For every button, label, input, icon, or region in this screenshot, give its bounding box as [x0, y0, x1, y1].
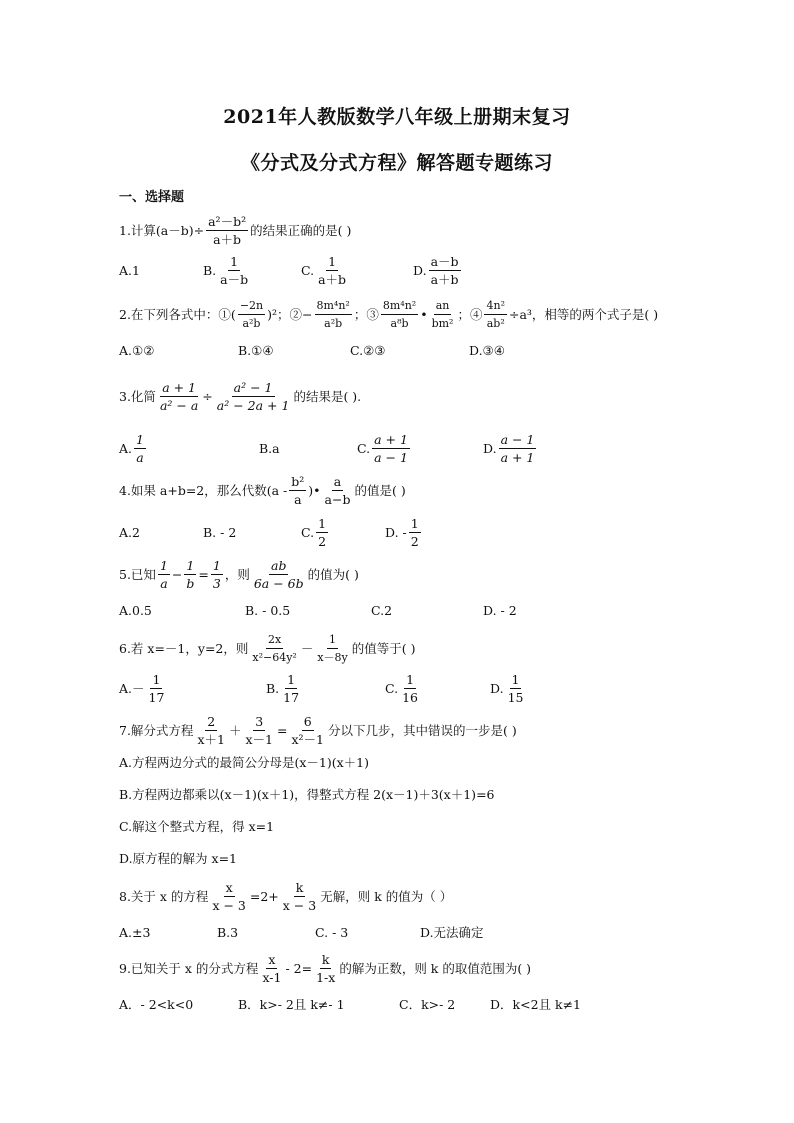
- q3-option-b: B.a: [259, 440, 280, 456]
- q8-option-a: A.±3: [119, 924, 151, 940]
- q6-fraction-1: $\frac{2x}{\text{x²−64y²}}$: [252, 632, 297, 664]
- q9-option-b: B．k>- 2且 k≠- 1: [238, 997, 345, 1012]
- q5-fraction-2: $\frac{1}{b}$: [186, 557, 195, 591]
- q2-option-a: A.①②: [119, 342, 155, 358]
- q4-suffix: 的值是( ): [354, 483, 406, 498]
- q9-option-a: A．- 2<k<0: [119, 997, 194, 1012]
- section-heading: 一、选择题: [119, 190, 185, 205]
- q2-fraction-3: $\frac{\text{8m⁴n²}}{\text{a⁸b}}$: [382, 298, 417, 330]
- q1-option-d: D. $\frac{a-b}{a+b}$: [413, 253, 459, 287]
- q2-suffix: ÷a³，相等的两个式子是( ): [508, 307, 659, 322]
- q7-suffix: 分以下几步，其中错误的一步是( ): [327, 723, 517, 738]
- q8-option-d: D.无法确定: [420, 925, 484, 940]
- q3-option-c: C. $\frac{a + 1}{a - 1}$: [357, 431, 408, 465]
- q5-option-d: D. - 2: [483, 602, 517, 618]
- q4-option-b: B. - 2: [203, 524, 237, 540]
- q8-prefix: 8.关于 x 的方程: [119, 889, 209, 904]
- q4-option-d: D. - $\frac{1}{2}$: [385, 515, 419, 549]
- q5-option-a: A.0.5: [119, 602, 152, 618]
- q1-option-a: A.1: [119, 262, 140, 278]
- q6-option-d: D. $\frac{1}{15}$: [490, 671, 524, 705]
- question-4: 4.如果 a+b=2，那么代数(a - $\frac{\text{b²}}{a}$ )• $\frac{a}{a-b}$ 的值是( ): [119, 473, 406, 507]
- q6-option-c: C. $\frac{1}{16}$: [385, 671, 418, 705]
- q5-suffix: 的值为( ): [307, 567, 359, 582]
- page-title: 2021年人教版数学八年级上册期末复习: [223, 106, 571, 128]
- q7-prefix: 7.解分式方程: [119, 723, 194, 738]
- q5-fraction-1: $\frac{1}{a}$: [159, 557, 168, 591]
- q1-prefix: 1.计算(a－b)÷: [119, 223, 205, 238]
- question-1: [119, 208, 351, 252]
- q3-option-a: A. $\frac{1}{a}$: [119, 431, 144, 465]
- q9-option-d: D．k<2且 k≠1: [490, 997, 581, 1012]
- q1-option-b: B. $\frac{1}{a-b}$: [203, 253, 249, 287]
- question-2: 2.在下列各式中：①( $\frac{-2n}{\text{a²b}}$ )²；②− $\frac{\text{8m⁴n²}}{\text{a²b}}$ ；③ $\frac{\text{8m⁴n²}}{\text{a⁸b}}$ • $\frac{an}{\text{bm²}}$ ；④ $\frac{\text{4n²}}{\text{ab²}}$ ÷a³，相等的两个式子是( ): [119, 298, 659, 330]
- q2-fraction-4: $\frac{an}{\text{bm²}}$: [431, 298, 454, 330]
- q6-option-b: B. $\frac{1}{17}$: [266, 671, 300, 705]
- page-subtitle: 《分式及分式方程》解答题专题练习: [240, 152, 553, 174]
- q6-fraction-2: $\frac{1}{x-8y}$: [317, 632, 348, 664]
- q1-option-c: C. $\frac{1}{a+b}$: [301, 253, 347, 287]
- question-9: 9.已知关于 x 的分式方程 $\frac{x}{x-1}$ - 2= $\frac{k}{1-x}$ 的解为正数，则 k 的取值范围为( ): [119, 951, 532, 985]
- q3-prefix: 3.化简: [119, 389, 156, 404]
- q4-prefix: 4.如果 a+b=2，那么代数(a -: [119, 483, 288, 498]
- q2-option-c: C.②③: [350, 342, 386, 358]
- question-8: 8.关于 x 的方程 $\frac{x}{x - 3}$ =2+ $\frac{k}{x - 3}$ 无解，则 k 的值为（ ）: [119, 879, 453, 913]
- q4-option-a: A.2: [119, 524, 140, 540]
- q2-fraction-5: $\frac{\text{4n²}}{\text{ab²}}$: [486, 298, 505, 330]
- q2-fraction-1: $\frac{-2n}{\text{a²b}}$: [239, 298, 264, 330]
- q2-fraction-2: $\frac{\text{8m⁴n²}}{\text{a²b}}$: [316, 298, 350, 330]
- question-5: 5.已知 $\frac{1}{a}$ − $\frac{1}{b}$ = $\frac{1}{3}$ ，则 $\frac{ab}{6a - 6b}$ 的值为( ): [119, 557, 359, 591]
- q6-option-a: A.－ $\frac{1}{17}$: [119, 671, 165, 705]
- q4-fraction-2: $\frac{a}{a-b}$: [324, 473, 351, 507]
- exam-page: 2021年人教版数学八年级上册期末复习 《分式及分式方程》解答题专题练习 一、选择题 1.计算(a－b)÷ $\frac{\text{a²－b²}}{a+b}$ 的结果正确的是( ) A.1 B. $\frac{1}{a-b}$ C. $\frac{1}{a+b}$ D. $\frac{a-b}{a+b}$ 2.在下列各式中：①( $\frac{-2n}{\text{a²b}}$ )²；②− $\frac{\text{8m⁴n²}}{\text{a²b}}$ ；③ $\frac{\text{8m⁴n²}}{\text{a⁸b}}$ • $\frac{an}{\text{bm²}}$ ；④ $\frac{\text{4n²}}{\text{ab²}}$ ÷a³，相等的两个式子是( ) A.①② B.①④ C.②③ D.③④ 3.化简 $\frac{a + 1}{\text{a² − a}}$ ÷ $\frac{\text{a² − 1}}{\text{a² − 2a + 1}}$ 的结果是( ). A. $\frac{1}{a}$ B.a C. $\frac{a + 1}{a - 1}$ D. $\frac{a - 1}{a + 1}$ 4.如果 a+b=2，那么代数(a - $\frac{\text{b²}}{a}$ )• $\frac{a}{a-b}$ 的值是( ) A.2 B. - 2 C. $\frac{1}{2}$ D. - $\frac{1}{2}$ 5.已知 $\frac{1}{a}$ − $\frac{1}{b}$ = $\frac{1}{3}$ ，则 $\frac{ab}{6a - 6b}$ 的值为( ) A.0.5 B. - 0.5 C.2 D. - 2 6.若 x=－1，y=2，则 $\frac{2x}{\text{x²−64y²}}$ － $\frac{1}{x-8y}$ 的值等于( ) A.－ $\frac{1}{17}$ B. $\frac{1}{17}$ C. $\frac{1}{16}$ D. $\frac{1}{15}$ 7.解分式方程 $\frac{2}{x+1}$ ＋ $\frac{3}{x-1}$ = $\frac{6}{\text{x²－1}}$ 分以下几步，其中错误的一步是( ) A.方程两边分式的最简公分母是(x－1)(x＋1) B.方程两边都乘以(x－1)(x＋1)，得整式方程 2(x－1)＋3(x＋1)=6 C.解这个整式方程，得 x=1 D.原方程的解为 x=1 8.关于 x 的方程 $\frac{x}{x - 3}$ =2+ $\frac{k}{x - 3}$ 无解，则 k 的值为（ ） A.±3 B.3 C. - 3 D.无法确定 9.已知关于 x 的分式方程 $\frac{x}{x-1}$ - 2= $\frac{k}{1-x}$ 的解为正数，则 k 的取值范围为( ) A．- 2<k<0 B．k>- 2且 k≠- 1 C．k>- 2 D．k<2且 k≠1: [0, 0, 794, 1123]
- q8-suffix: 无解，则 k 的值为（ ）: [320, 889, 453, 904]
- q8-option-b: B.3: [217, 924, 239, 940]
- q8-fraction-2: $\frac{k}{x - 3}$: [282, 879, 317, 913]
- question-3: 3.化简 $\frac{a + 1}{\text{a² − a}}$ ÷ $\frac{\text{a² − 1}}{\text{a² − 2a + 1}}$ 的结果是( ).: [119, 379, 362, 413]
- q5-fraction-3: $\frac{1}{3}$: [212, 557, 221, 591]
- q9-option-c: C．k>- 2: [399, 997, 456, 1012]
- q3-suffix: 的结果是( ).: [293, 389, 362, 404]
- q9-suffix: 的解为正数，则 k 的取值范围为( ): [339, 961, 532, 976]
- question-6: 6.若 x=－1，y=2，则 $\frac{2x}{\text{x²−64y²}}$ － $\frac{1}{x-8y}$ 的值等于( ): [119, 632, 416, 664]
- q3-fraction-1: $\frac{a + 1}{\text{a² − a}}$: [159, 379, 199, 413]
- q6-suffix: 的值等于( ): [351, 641, 416, 656]
- q6-prefix: 6.若 x=－1，y=2，则: [119, 641, 249, 656]
- q9-fraction-2: $\frac{k}{1-x}$: [316, 951, 336, 985]
- q4-fraction-1: $\frac{\text{b²}}{a}$: [291, 473, 305, 507]
- q3-option-d: D. $\frac{a - 1}{a + 1}$: [483, 431, 535, 465]
- q8-option-c: C. - 3: [315, 924, 349, 940]
- q2-prefix: 2.在下列各式中：①(: [119, 307, 236, 322]
- q7-fraction-3: $\frac{6}{\text{x²－1}}$: [291, 713, 324, 747]
- q5-prefix: 5.已知: [119, 567, 156, 582]
- q2-option-d: D.③④: [469, 342, 505, 358]
- q7-fraction-1: $\frac{2}{x+1}$: [197, 713, 225, 747]
- q4-option-c: C. $\frac{1}{2}$: [301, 515, 327, 549]
- q9-prefix: 9.已知关于 x 的分式方程: [119, 961, 259, 976]
- q7-fraction-2: $\frac{3}{x-1}$: [245, 713, 273, 747]
- question-7: 7.解分式方程 $\frac{2}{x+1}$ ＋ $\frac{3}{x-1}$ = $\frac{6}{\text{x²－1}}$ 分以下几步，其中错误的一步是( ): [119, 713, 517, 747]
- q5-option-b: B. - 0.5: [245, 602, 291, 618]
- q1-suffix: 的结果正确的是( ): [250, 223, 352, 238]
- q5-option-c: C.2: [371, 602, 393, 618]
- q2-option-b: B.①④: [238, 342, 274, 358]
- q1-fraction: $\frac{\text{a²－b²}}{a+b}$: [208, 213, 247, 247]
- q5-fraction-4: $\frac{ab}{6a - 6b}$: [253, 557, 304, 591]
- q8-fraction-1: $\frac{x}{x - 3}$: [212, 879, 246, 913]
- q9-fraction-1: $\frac{x}{x-1}$: [262, 951, 282, 985]
- q3-fraction-2: $\frac{\text{a² − 1}}{\text{a² − 2a + 1}}$: [216, 379, 290, 413]
